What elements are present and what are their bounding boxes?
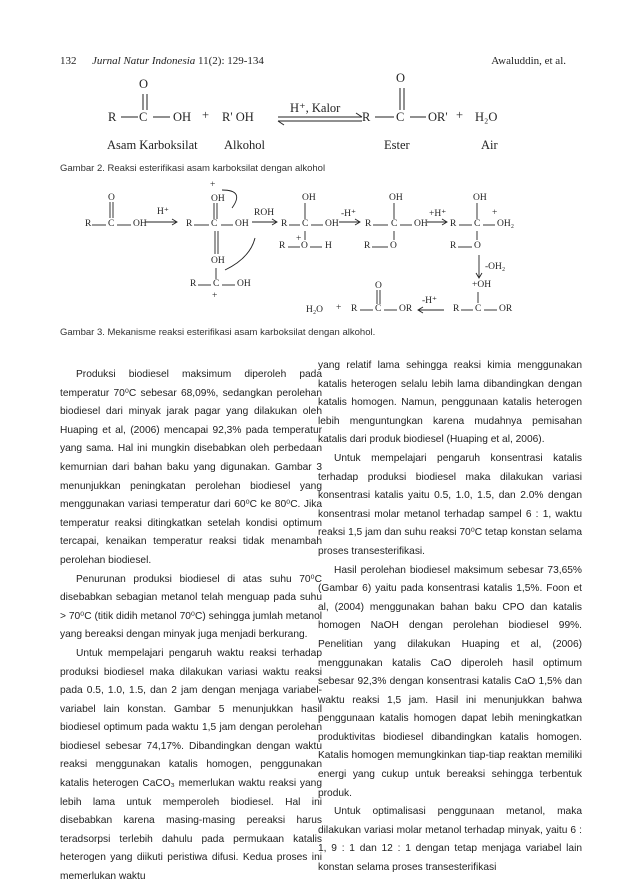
- paragraph: Penurunan produksi biodiesel di atas suhu 70⁰C disebabkan sebagian metanol telah menguap pada suhu > 70⁰C (titik didih metanol 70⁰C) sehingga jumlah metanol yang bereaksi dengan minyak juga menjadi berkurang.: [60, 573, 322, 641]
- reaction-conditions: H⁺, Kalor: [290, 101, 341, 115]
- f3-r6: R: [453, 304, 460, 314]
- f3-oh1: OH: [133, 219, 147, 229]
- f3-r7: R: [351, 304, 358, 314]
- f3-or7: OR: [399, 304, 413, 314]
- paragraph: Untuk mempelajari pengaruh konsentrasi katalis terhadap produksi biodiesel maka dilakukan variasi konsentrasi katalis yaitu 0.5, 1.0, 1.5, dan 2.0% dengan konsentrasi molar metanol terhadap sampel 6 : 1, waktu reaksi 1,5 jam dan suhu reaksi 70⁰C tetap konstan selama proses transesterifikasi.: [318, 452, 582, 557]
- label-water: Air: [481, 138, 498, 152]
- left-column: [60, 366, 322, 883]
- f3-h3: H: [325, 241, 332, 251]
- f3-plus-oh6: +OH: [472, 280, 492, 290]
- paragraph: Hasil perolehan biodiesel maksimum sebesar 73,65% (Gambar 6) yaitu pada konsentrasi katalis 1,5%. Foon et al, (2004) menggunakan bahan baku CPO dan katalis homogen NaOH dengan perolehan biodiesel 99%. Penelitian yang dilakukan Huaping et al, (2006) menggunakan katalis CaO diperoleh hasil optimum sebesar 92,3% dengan konsentrasi katalis CaO 1,5% dan waktu reaksi 1,5 jam. Hasil ini menunjukkan bahwa penggunaan katalis homogen dapat lebih meningkatkan produktivitas biodiesel dibandingkan katalis homogen. Katalis homogen memungkinkan tiap-tiap reaktan memiliki energi yang cukup untuk bereaksi sehingga terbentuk produk.: [318, 564, 582, 799]
- f3-r5b: R: [450, 241, 457, 251]
- label-alcohol: Alkohol: [224, 138, 265, 152]
- f3-plus7: +: [336, 303, 342, 313]
- f3-plus-h: +H⁺: [429, 209, 447, 219]
- ester-r-group: R: [362, 110, 371, 124]
- f3-oh2b: OH: [235, 219, 249, 229]
- paragraph: yang relatif lama sehingga reaksi kimia menggunakan katalis heterogen selalu lebih lama dibandingkan dengan katalis homogen. Namun, penggunaan katalis heterogen lebih menguntungkan karena mudahnya pemisahan katalis dari produk biodiesel (Huaping et al, 2006).: [318, 360, 582, 446]
- f3-oh3a: OH: [302, 193, 316, 203]
- figure-3-caption: Gambar 3. Mekanisme reaksi esterifikasi asam karboksilat dengan alkohol.: [60, 327, 376, 338]
- f3-plus5: +: [492, 208, 498, 218]
- f3-oh4a: OH: [389, 193, 403, 203]
- acid-carbonyl-oxygen: O: [139, 77, 149, 91]
- f3-h-plus: H⁺: [157, 207, 169, 217]
- f3-or6: OR: [499, 304, 513, 314]
- ester-carbon: C: [396, 110, 405, 124]
- paragraph: Untuk optimalisasi penggunaan metanol, maka dilakukan variasi molar metanol terhadap minyak, yaitu 6 : 1, 9 : 1 dan 12 : 1 dengan tetap menjaga variabel lain konstan selama proses transesterifikasi: [318, 806, 582, 874]
- acid-hydroxyl: OH: [173, 110, 192, 124]
- f3-c5: C: [474, 219, 481, 229]
- paragraph: Produksi biodiesel maksimum diperoleh pada temperatur 70⁰C sebesar 68,09%, sedangkan perolehan biodiesel dari minyak jarak pagar yang dilakukan oleh Huaping et al, (2006) mencapai 92,3% pada temperatur yang sama. Hal ini mungkin disebabkan oleh perbedaan kemurnian dari bahan baku yang digunakan. Gambar 3 menunjukkan peningkatan perolehan biodiesel yang menggunakan variasi temperatur dari 60⁰C ke 80⁰C. Jika temperatur reaksi ditingkatkan setelah kondisi optimum tercapai, kenaikan temperatur reaksi tidak menambah perolehan biodiesel.: [60, 369, 322, 566]
- f3-r1: R: [85, 219, 92, 229]
- plus-sign: +: [202, 108, 210, 122]
- f3-r4b: R: [364, 241, 371, 251]
- f3-oh4b: OH: [414, 219, 428, 229]
- f3-c7: C: [375, 304, 382, 314]
- f3-o3: O: [301, 241, 308, 251]
- f3-oh2a: OH: [211, 194, 225, 204]
- acid-r-group: R: [108, 110, 117, 124]
- f3-b-c: C: [213, 279, 220, 289]
- f3-r4: R: [365, 219, 372, 229]
- label-ester: Ester: [384, 138, 410, 152]
- ester-carbonyl-oxygen: O: [396, 71, 406, 85]
- f3-oh2-5: OH₂: [497, 219, 515, 229]
- water-formula: H₂O: [475, 110, 498, 124]
- acid-carbon: C: [139, 110, 148, 124]
- f3-water: H₂O: [306, 305, 324, 315]
- f3-plus2: +: [210, 180, 216, 190]
- f3-b-oh1: OH: [211, 256, 225, 266]
- f3-minus-h1: -H⁺: [341, 209, 357, 219]
- f3-b-r: R: [190, 279, 197, 289]
- author-header: Awaluddin, et al.: [491, 55, 566, 67]
- f3-roh: ROH: [254, 208, 275, 218]
- f3-r3: R: [281, 219, 288, 229]
- f3-oh3b: OH: [325, 219, 339, 229]
- f3-c1: C: [108, 219, 115, 229]
- label-carboxylic-acid: Asam Karboksilat: [107, 138, 198, 152]
- f3-c6: C: [475, 304, 482, 314]
- journal-issue: 11(2): 129-134: [198, 55, 264, 67]
- f3-b-oh2: OH: [237, 279, 251, 289]
- f3-o4: O: [390, 241, 397, 251]
- f3-c4: C: [391, 219, 398, 229]
- alcohol-formula: R' OH: [222, 110, 254, 124]
- f3-b-plus: +: [212, 291, 218, 301]
- f3-oh5: OH: [473, 193, 487, 203]
- f3-r3b: R: [279, 241, 286, 251]
- right-column: [318, 357, 582, 878]
- f3-c3: C: [302, 219, 309, 229]
- f3-r2: R: [186, 219, 193, 229]
- f3-o5: O: [474, 241, 481, 251]
- plus-sign-2: +: [456, 108, 464, 122]
- page-number: 132: [60, 55, 77, 67]
- f3-minus-oh2: -OH₂: [485, 262, 506, 272]
- journal-name: Jurnal Natur Indonesia: [92, 55, 196, 67]
- ester-or-group: OR': [428, 110, 448, 124]
- f3-r5: R: [450, 219, 457, 229]
- f3-plus3: +: [296, 234, 302, 244]
- f3-o7: O: [375, 281, 382, 291]
- paragraph: Untuk mempelajari pengaruh waktu reaksi terhadap produksi biodiesel maka dilakukan variasi waktu reaksi pada 0.5, 1.0, 1.5, dan 2 jam dengan menjaga variabel-variabel lain konstan. Gambar 5 menunjukkan hasil biodiesel optimum pada waktu 1,5 jam dengan perolehan biodiesel sebesar 74,17%. Dibandingkan dengan waktu reaksi menggunakan katalis homogen, penggunakan katalis heterogen CaCO₃ memerlukan waktu reaksi yang lebih lama untuk memperoleh biodiesel. Hal ini disebabkan karena masing-masing pereaksi harus teradsorpsi terlebih dahulu pada permukaan katalis heterogen yang diikuti peristiwa difusi. Kedua proses ini memerlukan waktu: [60, 647, 322, 883]
- figure-2-caption: Gambar 2. Reaksi esterifikasi asam karboksilat dengan alkohol: [60, 163, 326, 174]
- f3-minus-h2: -H⁺: [422, 296, 438, 306]
- f3-c2: C: [211, 219, 218, 229]
- f3-o1: O: [108, 193, 115, 203]
